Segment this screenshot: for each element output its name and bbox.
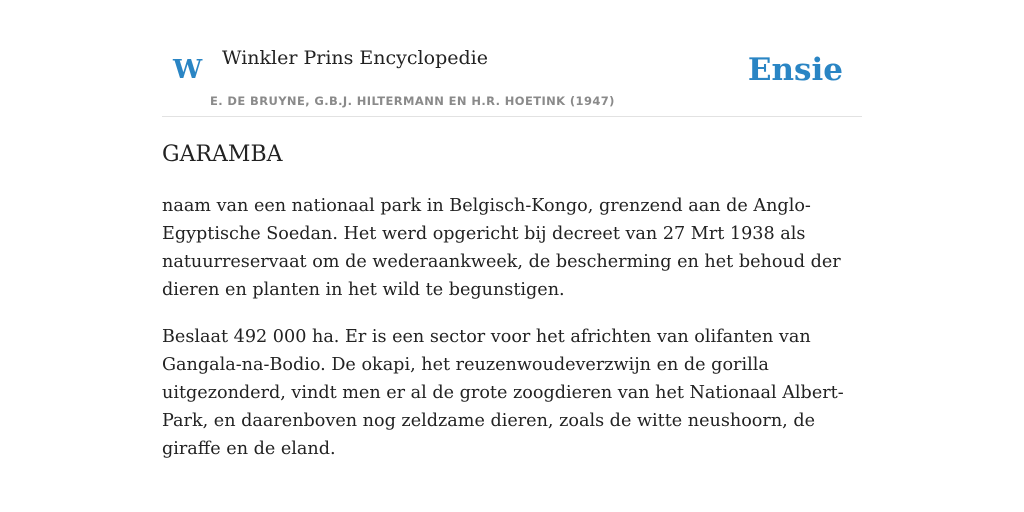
entry-title: GARAMBA	[162, 142, 283, 167]
entry-body	[162, 192, 862, 482]
source-title[interactable]: Winkler Prins Encyclopedie	[222, 47, 488, 69]
source-header	[162, 40, 862, 117]
entry-paragraph-1: naam van een nationaal park in Belgisch-Kongo, grenzend aan de Anglo-Egyptische Soedan. Het werd opgericht bij decreet van 27 Mrt 1938 als natuurreservaat om de wederaankweek, de bescherming en het behoud der dieren en planten in het wild te begunstigen.	[162, 196, 841, 300]
source-authors: E. DE BRUYNE, G.B.J. HILTERMANN EN H.R. HOETINK (1947)	[210, 94, 615, 108]
ensie-brand-logo[interactable]: Ensie	[747, 52, 843, 88]
entry-paragraph-2: Beslaat 492 000 ha. Er is een sector voor het africhten van olifanten van Gangala-na-Bodio. De okapi, het reuzenwoudeverzwijn en de gorilla uitgezonderd, vindt men er al de grote zoogdieren van het Nationaal Albert-Park, en daarenboven nog zeldzame dieren, zoals de witte neushoorn, de giraffe en de eland.	[162, 327, 844, 459]
source-logo-w[interactable]: W	[173, 55, 203, 85]
